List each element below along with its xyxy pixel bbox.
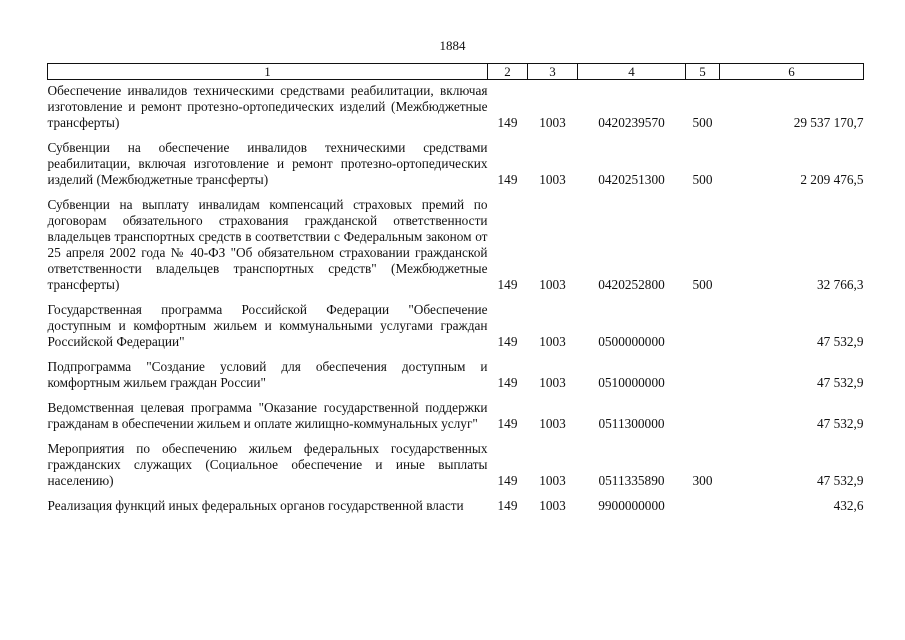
row-target-code: 0510000000 bbox=[598, 375, 665, 390]
row-expense-type: 500 bbox=[692, 172, 713, 187]
row-amount: 432,6 bbox=[833, 498, 864, 513]
row-ministry-code: 149 bbox=[497, 375, 518, 390]
row-amount: 47 532,9 bbox=[816, 334, 864, 349]
row-section-code: 1003 bbox=[539, 416, 566, 431]
row-target-code: 0500000000 bbox=[598, 334, 665, 349]
row-target-code: 0511335890 bbox=[598, 473, 665, 488]
row-ministry-code: 149 bbox=[497, 416, 518, 431]
row-description: Реализация функций иных федеральных органов государственной власти bbox=[47, 498, 464, 513]
row-target-code: 0420252800 bbox=[598, 277, 665, 292]
row-expense-type: 300 bbox=[692, 473, 713, 488]
row-ministry-code: 149 bbox=[497, 473, 518, 488]
row-section-code: 1003 bbox=[539, 473, 566, 488]
table-header bbox=[48, 64, 864, 80]
row-description: Подпрограмма "Создание условий для обеспечения доступным и комфортным жильем граждан России" bbox=[47, 359, 488, 390]
row-description: Субвенции на выплату инвалидам компенсаций страховых премий по договорам обязательного страхования гражданской ответственности владельцев транспортных средств в соответствии с Федеральным законом от 25 апреля 2002 года № 40-ФЗ "Об обязательном страховании гражданской ответственности владельцев транспортных средств" (Межбюджетные трансферты) bbox=[47, 197, 488, 292]
row-description: Субвенции на обеспечение инвалидов техническими средствами реабилитации, включая изготовление и ремонт протезно-ортопедических изделий (Межбюджетные трансферты) bbox=[47, 140, 488, 187]
row-section-code: 1003 bbox=[539, 115, 566, 130]
table-row bbox=[48, 359, 864, 400]
row-amount: 47 532,9 bbox=[816, 473, 864, 488]
row-ministry-code: 149 bbox=[497, 172, 518, 187]
row-amount: 32 766,3 bbox=[816, 277, 864, 292]
row-target-code: 0511300000 bbox=[598, 416, 665, 431]
table-row bbox=[48, 140, 864, 197]
row-description: Мероприятия по обеспечению жильем федеральных государственных гражданских служащих (Социальное обеспечение и иные выплаты населению) bbox=[47, 441, 488, 488]
row-section-code: 1003 bbox=[539, 498, 566, 513]
row-amount: 47 532,9 bbox=[816, 375, 864, 390]
row-section-code: 1003 bbox=[539, 334, 566, 349]
row-ministry-code: 149 bbox=[497, 334, 518, 349]
row-description: Обеспечение инвалидов техническими средствами реабилитации, включая изготовление и ремонт протезно-ортопедических изделий (Межбюджетные трансферты) bbox=[47, 83, 488, 130]
row-expense-type: 500 bbox=[692, 277, 713, 292]
row-target-code: 9900000000 bbox=[598, 498, 665, 513]
column-header-3: 3 bbox=[528, 64, 578, 80]
row-amount: 2 209 476,5 bbox=[800, 172, 864, 187]
page-number: 1884 bbox=[439, 38, 466, 53]
row-target-code: 0420239570 bbox=[598, 115, 665, 130]
row-expense-type bbox=[686, 400, 720, 441]
column-header-2: 2 bbox=[488, 64, 528, 80]
column-header-6: 6 bbox=[720, 64, 864, 80]
row-expense-type: 500 bbox=[692, 115, 713, 130]
table-row bbox=[48, 197, 864, 302]
row-section-code: 1003 bbox=[539, 277, 566, 292]
row-target-code: 0420251300 bbox=[598, 172, 665, 187]
table-body bbox=[48, 80, 864, 524]
table-row bbox=[48, 441, 864, 498]
row-section-code: 1003 bbox=[539, 375, 566, 390]
row-ministry-code: 149 bbox=[497, 498, 518, 513]
budget-table bbox=[47, 63, 864, 523]
row-ministry-code: 149 bbox=[497, 115, 518, 130]
column-header-4: 4 bbox=[578, 64, 686, 80]
row-description: Государственная программа Российской Федерации "Обеспечение доступным и комфортным жильем и коммунальными услугами граждан Российской Федерации" bbox=[47, 302, 488, 349]
row-expense-type bbox=[686, 359, 720, 400]
row-ministry-code: 149 bbox=[497, 277, 518, 292]
table-row bbox=[48, 498, 864, 523]
row-expense-type bbox=[686, 302, 720, 359]
column-header-1: 1 bbox=[48, 64, 488, 80]
row-section-code: 1003 bbox=[539, 172, 566, 187]
row-description: Ведомственная целевая программа "Оказание государственной поддержки гражданам в обеспечении жильем и оплате жилищно-коммунальных услуг" bbox=[47, 400, 488, 431]
table-row bbox=[48, 302, 864, 359]
row-amount: 47 532,9 bbox=[816, 416, 864, 431]
column-header-5: 5 bbox=[686, 64, 720, 80]
table-row bbox=[48, 400, 864, 441]
row-expense-type bbox=[686, 498, 720, 523]
table-row bbox=[48, 80, 864, 141]
row-amount: 29 537 170,7 bbox=[793, 115, 864, 130]
